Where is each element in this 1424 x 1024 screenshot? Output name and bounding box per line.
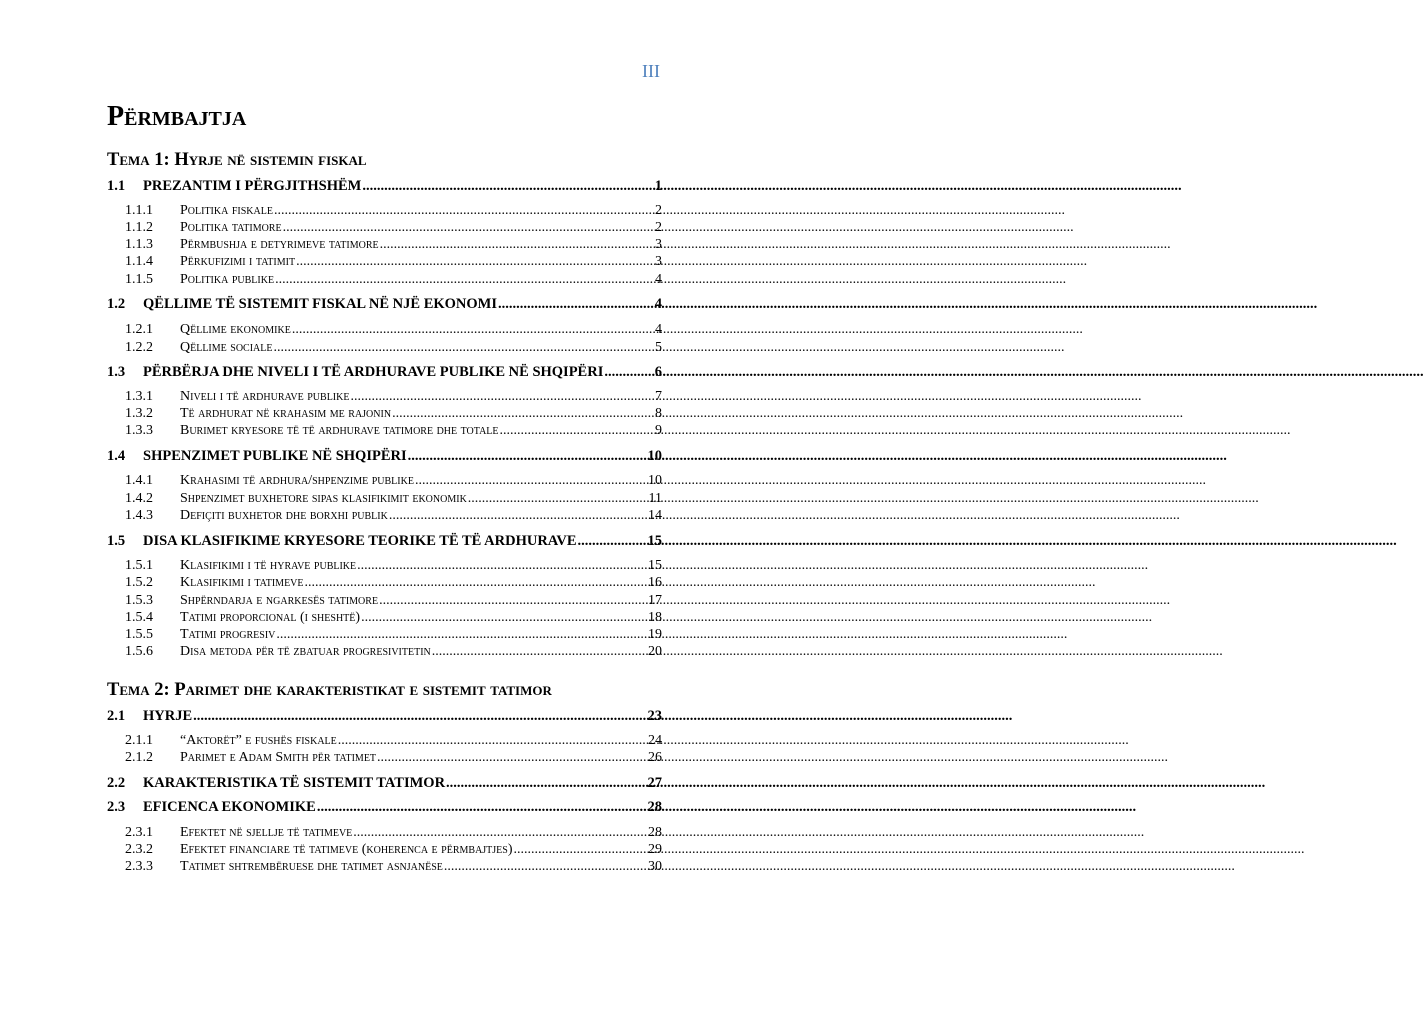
dot-leader (362, 177, 654, 195)
section-page-number: 23 (647, 708, 662, 724)
section-number: 1.5 (107, 533, 126, 549)
subsection-page-number: 14 (648, 508, 662, 523)
section-title: KARAKTERISTIKA TË SISTEMIT TATIMOR (143, 775, 446, 791)
subsection-title: Klasifikimi i të hyrave publike (180, 558, 357, 573)
subsection-title: Tatimi progresiv (180, 627, 276, 642)
subsection-page-number: 3 (655, 237, 662, 252)
subsection-number: 1.1.4 (125, 254, 153, 269)
toc-subsection-row[interactable] (125, 749, 662, 766)
dot-leader (283, 219, 655, 236)
subsection-title: Klasifikimi i tatimeve (180, 575, 304, 590)
dot-leader (389, 507, 648, 524)
toc-subsection-row[interactable] (125, 841, 662, 858)
section-number: 1.2 (107, 296, 126, 312)
subsection-number: 1.1.5 (125, 272, 153, 287)
dot-leader (380, 236, 655, 253)
toc-section-row[interactable] (107, 295, 662, 313)
subsection-page-number: 11 (648, 491, 662, 506)
subsection-page-number: 4 (655, 272, 662, 287)
subsection-title: Disa metoda për të zbatuar progresivitetin (180, 644, 431, 659)
subsection-title: Efektet financiare të tatimeve (koherenca e përmbajtjes) (180, 842, 513, 857)
subsection-page-number: 30 (648, 859, 662, 874)
subsection-number: 1.4.1 (125, 473, 153, 488)
toc-subsection-row[interactable] (125, 858, 662, 875)
subsection-title: Tatimet shtrembëruese dhe tatimet asnjanëse (180, 859, 443, 874)
dot-leader (350, 388, 655, 405)
subsection-number: 1.5.2 (125, 575, 153, 590)
subsection-title: Parimet e Adam Smith për tatimet (180, 750, 377, 765)
dot-leader (292, 321, 655, 338)
dot-leader (446, 774, 647, 792)
subsection-page-number: 3 (655, 254, 662, 269)
dot-leader (415, 472, 648, 489)
chapter-heading[interactable]: Tema 2: Parimet dhe karakteristikat e sistemit tatimor (107, 680, 552, 700)
subsection-page-number: 7 (655, 389, 662, 404)
section-page-number: 6 (654, 364, 662, 380)
subsection-number: 1.1.2 (125, 220, 153, 235)
dot-leader (514, 841, 648, 858)
dot-leader (444, 858, 648, 875)
toc-subsection-row[interactable] (125, 405, 662, 422)
toc-subsection-row[interactable] (125, 626, 662, 643)
subsection-title: Shpërndarja e ngarkesës tatimore (180, 593, 379, 608)
subsection-number: 1.5.3 (125, 593, 153, 608)
subsection-number: 1.1.1 (125, 203, 153, 218)
subsection-title: Politika fiskale (180, 203, 273, 218)
toc-subsection-row[interactable] (125, 507, 662, 524)
toc-subsection-row[interactable] (125, 643, 662, 660)
subsection-number: 1.5.5 (125, 627, 153, 642)
page-title: Përmbajtja (107, 101, 247, 132)
dot-leader (296, 253, 655, 270)
toc-subsection-row[interactable] (125, 271, 662, 288)
subsection-page-number: 4 (655, 322, 662, 337)
section-title: PËRBËRJA DHE NIVELI I TË ARDHURAVE PUBLIKE NË SHQIPËRI (143, 364, 604, 380)
subsection-title: Shpenzimet buxhetore sipas klasifikimit ekonomik (180, 491, 467, 506)
section-number: 1.4 (107, 448, 126, 464)
section-title: QËLLIME TË SISTEMIT FISKAL NË NJË EKONOMI (143, 296, 498, 312)
subsection-number: 2.3.1 (125, 825, 153, 840)
subsection-page-number: 26 (648, 750, 662, 765)
toc-subsection-row[interactable] (125, 422, 662, 439)
dot-leader (392, 405, 655, 422)
toc-subsection-row[interactable] (125, 732, 662, 749)
subsection-page-number: 18 (648, 610, 662, 625)
subsection-number: 1.5.1 (125, 558, 153, 573)
toc-subsection-row[interactable] (125, 219, 662, 236)
subsection-number: 1.5.4 (125, 610, 153, 625)
dot-leader (357, 557, 648, 574)
subsection-page-number: 28 (648, 825, 662, 840)
subsection-title: Krahasimi të ardhura/shpenzime publike (180, 473, 414, 488)
toc-subsection-row[interactable] (125, 592, 662, 609)
dot-leader (274, 339, 656, 356)
subsection-title: Defiçiti buxhetor dhe borxhi publik (180, 508, 388, 523)
page-number: III (642, 61, 660, 81)
chapter-heading[interactable]: Tema 1: Hyrje në sistemin fiskal (107, 150, 367, 170)
subsection-title: Tatimi proporcional (i sheshtë) (180, 610, 361, 625)
subsection-page-number: 9 (655, 423, 662, 438)
subsection-title: Politika publike (180, 272, 275, 287)
subsection-number: 1.2.1 (125, 322, 153, 337)
dot-leader (274, 202, 655, 219)
toc-subsection-row[interactable] (125, 472, 662, 489)
toc-subsection-row[interactable] (125, 490, 662, 507)
dot-leader (408, 447, 648, 465)
subsection-page-number: 17 (648, 593, 662, 608)
subsection-page-number: 10 (648, 473, 662, 488)
toc-section-row[interactable] (107, 798, 662, 816)
toc-subsection-row[interactable] (125, 253, 662, 270)
section-title: PREZANTIM I PËRGJITHSHËM (143, 178, 362, 194)
subsection-page-number: 2 (655, 220, 662, 235)
dot-leader (353, 824, 648, 841)
dot-leader (379, 592, 648, 609)
dot-leader (498, 295, 655, 313)
subsection-number: 2.3.2 (125, 842, 153, 857)
section-page-number: 10 (647, 448, 662, 464)
subsection-title: “Aktorët” e fushës fiskale (180, 733, 337, 748)
section-page-number: 15 (647, 533, 662, 549)
dot-leader (317, 798, 648, 816)
toc-subsection-row[interactable] (125, 339, 662, 356)
section-page-number: 27 (647, 775, 662, 791)
dot-leader (432, 643, 648, 660)
section-page-number: 1 (654, 178, 662, 194)
section-number: 2.3 (107, 799, 126, 815)
toc-section-row[interactable] (107, 447, 662, 465)
subsection-page-number: 5 (655, 340, 662, 355)
dot-leader (305, 574, 648, 591)
subsection-number: 1.2.2 (125, 340, 153, 355)
toc-subsection-row[interactable] (125, 609, 662, 626)
subsection-page-number: 15 (648, 558, 662, 573)
subsection-title: Përkufizimi i tatimit (180, 254, 296, 269)
section-number: 1.1 (107, 178, 126, 194)
subsection-title: Niveli i të ardhurave publike (180, 389, 350, 404)
subsection-title: Të ardhurat në krahasim me rajonin (180, 406, 392, 421)
subsection-page-number: 29 (648, 842, 662, 857)
dot-leader (578, 532, 648, 550)
subsection-number: 1.4.3 (125, 508, 153, 523)
toc-subsection-row[interactable] (125, 574, 662, 591)
subsection-number: 1.3.3 (125, 423, 153, 438)
toc-section-row[interactable] (107, 532, 662, 550)
section-title: SHPENZIMET PUBLIKE NË SHQIPËRI (143, 448, 407, 464)
subsection-number: 1.3.1 (125, 389, 153, 404)
toc-subsection-row[interactable] (125, 321, 662, 338)
subsection-title: Politika tatimore (180, 220, 282, 235)
section-title: HYRJE (143, 708, 193, 724)
section-number: 2.1 (107, 708, 126, 724)
toc-subsection-row[interactable] (125, 202, 662, 219)
subsection-page-number: 2 (655, 203, 662, 218)
subsection-number: 2.1.1 (125, 733, 153, 748)
toc-subsection-row[interactable] (125, 557, 662, 574)
toc-section-row[interactable] (107, 707, 662, 725)
subsection-title: Efektet në sjellje të tatimeve (180, 825, 353, 840)
dot-leader (468, 490, 649, 507)
subsection-number: 1.3.2 (125, 406, 153, 421)
section-page-number: 4 (654, 296, 662, 312)
toc-subsection-row[interactable] (125, 824, 662, 841)
dot-leader (338, 732, 648, 749)
subsection-page-number: 8 (655, 406, 662, 421)
subsection-number: 2.3.3 (125, 859, 153, 874)
subsection-title: Qëllime ekonomike (180, 322, 291, 337)
toc-subsection-row[interactable] (125, 388, 662, 405)
subsection-title: Përmbushja e detyrimeve tatimore (180, 237, 379, 252)
subsection-page-number: 24 (648, 733, 662, 748)
dot-leader (276, 626, 648, 643)
dot-leader (361, 609, 648, 626)
toc-section-row[interactable] (107, 363, 662, 381)
toc-subsection-row[interactable] (125, 236, 662, 253)
section-title: DISA KLASIFIKIME KRYESORE TEORIKE TË TË ARDHURAVE (143, 533, 577, 549)
dot-leader (193, 707, 647, 725)
subsection-number: 1.1.3 (125, 237, 153, 252)
subsection-page-number: 20 (648, 644, 662, 659)
dot-leader (377, 749, 648, 766)
section-number: 2.2 (107, 775, 126, 791)
subsection-page-number: 19 (648, 627, 662, 642)
section-title: EFICENCA EKONOMIKE (143, 799, 316, 815)
toc-section-row[interactable] (107, 177, 662, 195)
toc-section-row[interactable] (107, 774, 662, 792)
subsection-title: Qëllime sociale (180, 340, 273, 355)
section-number: 1.3 (107, 364, 126, 380)
section-page-number: 28 (647, 799, 662, 815)
subsection-title: Burimet kryesore të të ardhurave tatimore dhe totale (180, 423, 499, 438)
dot-leader (500, 422, 655, 439)
dot-leader (275, 271, 655, 288)
subsection-number: 1.4.2 (125, 491, 153, 506)
dot-leader (604, 363, 654, 381)
subsection-number: 1.5.6 (125, 644, 153, 659)
subsection-page-number: 16 (648, 575, 662, 590)
subsection-number: 2.1.2 (125, 750, 153, 765)
